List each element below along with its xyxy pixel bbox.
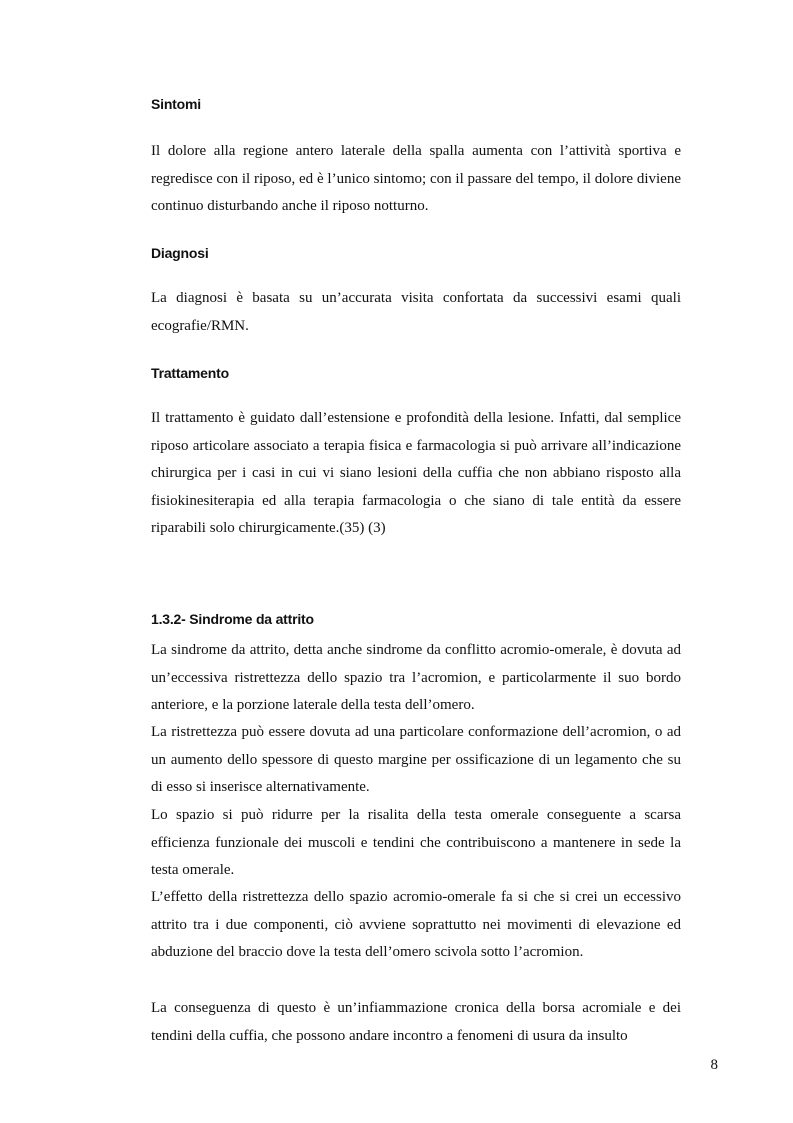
heading-trattamento: Trattamento bbox=[151, 365, 229, 381]
page-number: 8 bbox=[710, 1057, 718, 1073]
paragraph-sindrome-3: Lo spazio si può ridurre per la risalita della testa omerale conseguente a scarsa efficienza funzionale dei muscoli e tendini che contribuiscono a mantenere in sede la testa omerale. bbox=[151, 807, 681, 878]
paragraph-sindrome-1: La sindrome da attrito, detta anche sindrome da conflitto acromio-omerale, è dovuta ad un’eccessiva ristrettezza dello spazio tra l’acromion, e particolarmente il suo bordo anteriore, e la porzione laterale della testa dell’omero. bbox=[151, 642, 681, 713]
paragraph-sindrome-2: La ristrettezza può essere dovuta ad una particolare conformazione dell’acromion, o ad un aumento dello spessore di questo margine per ossificazione di un legamento che su di esso si inserisce alternativamente. bbox=[151, 724, 681, 795]
heading-diagnosi: Diagnosi bbox=[151, 245, 209, 261]
paragraph-sintomi: Il dolore alla regione antero laterale della spalla aumenta con l’attività sportiva e regredisce con il riposo, ed è l’unico sintomo; con il passare del tempo, il dolore diviene continuo disturbando anche il riposo notturno. bbox=[151, 143, 681, 214]
paragraph-sindrome-5: La conseguenza di questo è un’infiammazione cronica della borsa acromiale e dei tendini della cuffia, che possono andare incontro a fenomeni di usura da insulto bbox=[151, 1000, 681, 1044]
paragraph-trattamento: Il trattamento è guidato dall’estensione e profondità della lesione. Infatti, dal semplice riposo articolare associato a terapia fisica e farmacologia si può arrivare all’indicazione chirurgica per i casi in cui vi siano lesioni della cuffia che non abbiano risposto alla fisiokinesiterapia ed alla terapia farmacologia o che siano di tale entità da essere riparabili solo chirurgicamente.(35) (3) bbox=[151, 410, 681, 536]
heading-sintomi: Sintomi bbox=[151, 96, 201, 112]
heading-sindrome-da-attrito: 1.3.2- Sindrome da attrito bbox=[151, 611, 314, 627]
paragraph-diagnosi: La diagnosi è basata su un’accurata visita confortata da successivi esami quali ecografie/RMN. bbox=[151, 290, 681, 334]
paragraph-sindrome-4: L’effetto della ristrettezza dello spazio acromio-omerale fa si che si crei un eccessivo attrito tra i due componenti, ciò avviene soprattutto nei movimenti di elevazione ed abduzione del braccio dove la testa dell’omero scivola sotto l’acromion. bbox=[151, 889, 681, 960]
